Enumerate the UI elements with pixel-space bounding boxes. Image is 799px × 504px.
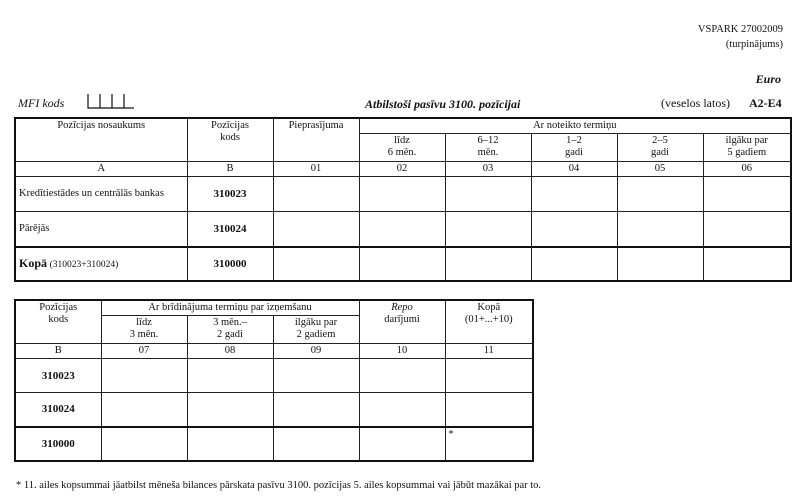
row-name-other: Pārējās [15,212,187,247]
row2-code-310024: 310024 [15,393,101,427]
cell-310024-10[interactable] [359,393,445,427]
col-letter-06: 06 [703,162,791,177]
cell-310000-01[interactable] [273,247,359,281]
header-col-05 [617,134,703,162]
col-letter-b: B [187,162,273,177]
col2-letter-11: 11 [445,344,533,359]
header-col-08-line2: 2 gadi [217,329,243,340]
cell-310023-01[interactable] [273,177,359,212]
form-code-block [698,22,783,52]
header-repo-line1: Repo [391,302,413,313]
sheet-code: A2-E4 [749,96,782,110]
row-code-310024: 310024 [187,212,273,247]
cell-310000-05[interactable] [617,247,703,281]
footnote-marker: * [448,428,454,440]
header-repo [359,300,445,344]
col2-letter-08: 08 [187,344,273,359]
cell-310023-04[interactable] [531,177,617,212]
header-col-02 [359,134,445,162]
table-row [15,247,791,281]
units-label: (veselos latos) [661,96,730,110]
positions-notice-term-table [14,299,534,462]
col2-letter-07: 07 [101,344,187,359]
cell-310023-09[interactable] [273,359,359,393]
positions-fixed-term-table [14,117,792,282]
header-position-name: Pozīcijas nosaukums [15,118,187,162]
footnote: * 11. ailes kopsummai jāatbilst mēneša bilances pārskata pasīvu 3100. pozīcijas 5. ailes kopsummai vai jābūt mazākai par to. [16,480,542,491]
cell-310023-02[interactable] [359,177,445,212]
header2-code-line1: Pozīcijas [39,302,78,313]
header-col-04 [531,134,617,162]
cell-310024-02[interactable] [359,212,445,247]
header-col-04-line2: gadi [564,147,584,158]
cell-310000-09[interactable] [273,427,359,461]
header-col-03 [445,134,531,162]
header-col-09-line1: ilgāku par [294,317,338,328]
col-letter-01: 01 [273,162,359,177]
header-code-line1: Pozīcijas [211,120,249,131]
header-notice-term: Ar brīdinājuma termiņu par izņemšanu [101,300,359,316]
header-col-03-line1: 6–12 [477,135,499,146]
col-letter-02: 02 [359,162,445,177]
cell-310024-08[interactable] [187,393,273,427]
header-col-08 [187,316,273,344]
col-letter-a: A [15,162,187,177]
col2-letter-b: B [15,344,101,359]
header-col-05-line1: 2–5 [652,135,668,146]
mfi-code-boxes[interactable] [86,90,136,110]
header-col-04-line1: 1–2 [566,135,582,146]
cell-310023-07[interactable] [101,359,187,393]
header-col-06 [703,134,791,162]
cell-310000-11[interactable] [445,427,533,461]
header-col-09 [273,316,359,344]
currency-label: Euro [755,72,781,86]
total-formula: (310023+310024) [49,259,119,270]
row-name-credit-institutions: Kredītiestādes un centrālās bankas [15,177,187,212]
header-total-line2: (01+...+10) [464,314,513,325]
col-letter-04: 04 [531,162,617,177]
cell-310000-07[interactable] [101,427,187,461]
cell-310000-10[interactable] [359,427,445,461]
header-demand: Pieprasījuma [273,118,359,162]
cell-310024-07[interactable] [101,393,187,427]
header-fixed-term: Ar noteikto termiņu [359,118,791,134]
header2-position-code [15,300,101,344]
cell-310000-02[interactable] [359,247,445,281]
cell-310024-11[interactable] [445,393,533,427]
cell-310023-08[interactable] [187,359,273,393]
total-label: Kopā [19,255,48,270]
header-col-09-line2: 2 gadiem [296,329,336,340]
header-col-07-line1: līdz [136,317,152,328]
cell-310000-08[interactable] [187,427,273,461]
col2-letter-09: 09 [273,344,359,359]
cell-310024-03[interactable] [445,212,531,247]
table-row [15,393,533,427]
cell-310023-05[interactable] [617,177,703,212]
col2-letter-10: 10 [359,344,445,359]
cell-310023-06[interactable] [703,177,791,212]
cell-310024-05[interactable] [617,212,703,247]
col-letter-03: 03 [445,162,531,177]
row-code-310000: 310000 [187,247,273,281]
continued-label: (turpinājums) [725,39,783,50]
row-code-310023: 310023 [187,177,273,212]
cell-310024-01[interactable] [273,212,359,247]
header-col-05-line2: gadi [650,147,670,158]
row-name-total [15,247,187,281]
col-letter-05: 05 [617,162,703,177]
form-code: VSPARK 27002009 [697,24,783,35]
cell-310023-11[interactable] [445,359,533,393]
header-total [445,300,533,344]
table-row [15,212,791,247]
header-col-03-line2: mēn. [477,147,499,158]
table-row [15,427,533,461]
section-title: Atbilstoši pasīvu 3100. pozīcijai [365,97,521,111]
header-repo-line2: darījumi [384,314,420,325]
cell-310024-06[interactable] [703,212,791,247]
table-row [15,177,791,212]
header-col-07-line2: 3 mēn. [129,329,159,340]
cell-310023-03[interactable] [445,177,531,212]
row2-code-310000: 310000 [15,427,101,461]
cell-310000-06[interactable] [703,247,791,281]
mfi-code-label: MFI kods [18,96,65,110]
cell-310000-04[interactable] [531,247,617,281]
cell-310000-03[interactable] [445,247,531,281]
header-col-06-line2: 5 gadiem [727,147,767,158]
cell-310023-10[interactable] [359,359,445,393]
header-total-line1: Kopā [477,302,501,313]
header2-code-line2: kods [48,314,69,325]
header-col-08-line1: 3 mēn.– [213,317,247,328]
header-position-code [187,118,273,162]
header-col-02-line1: līdz [394,135,410,146]
table-row [15,359,533,393]
header-col-02-line2: 6 mēn. [387,147,417,158]
row2-code-310023: 310023 [15,359,101,393]
header-col-07 [101,316,187,344]
cell-310024-09[interactable] [273,393,359,427]
cell-310024-04[interactable] [531,212,617,247]
header-code-line2: kods [220,132,240,143]
header-col-06-line1: ilgāku par [725,135,768,146]
